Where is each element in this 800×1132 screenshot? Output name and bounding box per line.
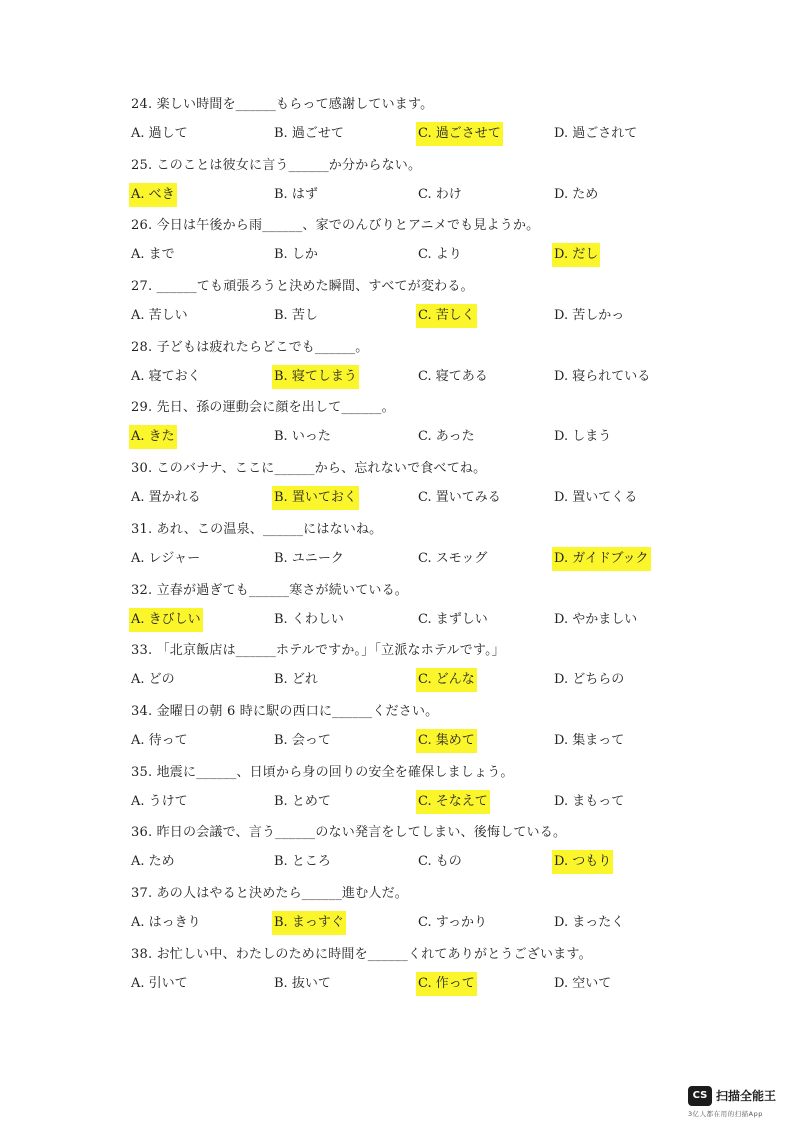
question-stem: 29. 先日、孫の運動会に顔を出して______。 [131, 400, 395, 416]
answer-option: B. 過ごせて [274, 126, 344, 141]
answer-option: A. 待って [131, 732, 188, 748]
answer-option: C. スモッグ [418, 550, 488, 566]
answer-options [131, 972, 751, 998]
answer-option: A. うけて [131, 793, 188, 809]
question-item [131, 578, 751, 639]
question-stem: 24. 楽しい時間を______もらって感謝しています。 [131, 97, 434, 112]
question-item [131, 638, 751, 699]
answer-option: A. まで [131, 247, 175, 263]
answer-options [131, 425, 751, 451]
answer-option: B. 抜いて [274, 975, 331, 991]
answer-option: C. 置いてみる [418, 490, 501, 506]
answer-option: B. しか [274, 247, 318, 263]
answer-option: D. 集まって [554, 732, 625, 748]
answer-option: D. やかましい [554, 611, 638, 627]
question-item [131, 213, 751, 274]
question-stem: 36. 昨日の会議で、言う______のない発言をしてしまい、後悔している。 [131, 825, 567, 841]
question-item [131, 881, 751, 942]
answer-options [131, 365, 751, 391]
question-stem: 28. 子どもは疲れたらどこでも______。 [131, 339, 369, 355]
answer-option-highlighted: B. 寝てしまう [272, 365, 359, 389]
answer-option: A. ため [131, 854, 175, 870]
scanner-watermark [688, 1086, 788, 1122]
answer-option-highlighted: A. きた [129, 425, 177, 449]
answer-option: D. しまう [554, 429, 612, 445]
answer-option: B. いった [274, 429, 331, 445]
watermark-subtitle: 3亿人都在用的扫描App [688, 1110, 763, 1118]
question-item [131, 395, 751, 456]
question-stem: 31. あれ、この温泉、______にはないね。 [131, 521, 383, 537]
answer-option: A. 過して [131, 126, 188, 141]
answer-option: A. 寝ておく [131, 368, 201, 384]
answer-option: D. 空いて [554, 975, 612, 991]
question-stem: 27. ______ても頑張ろうと決めた瞬間、すべてが変わる。 [131, 279, 474, 295]
answer-option: D. 過ごされて [554, 126, 638, 141]
answer-option: D. ため [554, 186, 599, 202]
answer-option: A. レジャー [131, 550, 201, 566]
answer-option: A. どの [131, 672, 175, 688]
answer-option: C. あった [418, 429, 475, 445]
answer-option-highlighted: A. べき [129, 183, 177, 207]
answer-options [131, 183, 751, 209]
answer-options [131, 304, 751, 330]
question-item [131, 820, 751, 881]
question-item [131, 456, 751, 517]
answer-options [131, 486, 751, 512]
answer-options [131, 547, 751, 573]
question-item [131, 153, 751, 214]
answer-option: C. まずしい [418, 611, 488, 627]
answer-options [131, 911, 751, 937]
question-item [131, 274, 751, 335]
answer-options [131, 243, 751, 269]
answer-option: D. まったく [554, 914, 625, 930]
question-stem: 26. 今日は午後から雨______、家でのんびりとアニメでも見ようか。 [131, 218, 540, 234]
answer-options [131, 668, 751, 694]
answer-option: C. すっかり [418, 914, 487, 930]
answer-option: C. もの [418, 854, 462, 870]
question-stem: 30. このバナナ、ここに______から、忘れないで食べてね。 [131, 461, 487, 477]
question-stem: 34. 金曜日の朝 6 時に駅の西口に______ください。 [131, 703, 439, 719]
question-item [131, 699, 751, 760]
answer-option: A. はっきり [131, 914, 201, 930]
answer-options [131, 790, 751, 816]
question-item [131, 517, 751, 578]
answer-option: D. 置いてくる [554, 490, 638, 506]
answer-options [131, 729, 751, 755]
answer-option: D. 苦しかっ [554, 308, 625, 324]
answer-option: B. 会って [274, 732, 331, 748]
answer-option: B. くわしい [274, 611, 344, 627]
question-stem: 33. 「北京飯店は______ホテルですか。」「立派なホテルです。」 [131, 643, 505, 659]
answer-option-highlighted: D. だし [552, 243, 600, 267]
answer-option: A. 置かれる [131, 490, 201, 506]
answer-option-highlighted: C. 作って [416, 972, 477, 996]
question-item [131, 92, 751, 153]
answer-options [131, 122, 751, 148]
answer-option: C. 寝てある [418, 368, 488, 384]
question-stem: 38. お忙しい中、わたしのために時間を______くれてありがとうございます。 [131, 946, 592, 962]
answer-option-highlighted: A. きびしい [129, 608, 203, 632]
answer-option: C. より [418, 247, 462, 263]
question-item [131, 942, 751, 1003]
question-item [131, 760, 751, 821]
answer-option-highlighted: B. 置いておく [272, 486, 359, 510]
question-stem: 35. 地震に______、日頃から身の回りの安全を確保しましょう。 [131, 764, 514, 780]
question-stem: 32. 立春が過ぎても______寒さが続いている。 [131, 582, 409, 598]
answer-option-highlighted: C. 過ごさせて [416, 122, 503, 146]
answer-option: B. 苦し [274, 308, 318, 324]
answer-option-highlighted: C. どんな [416, 668, 477, 692]
answer-option: D. 寝られている [554, 368, 651, 384]
camscanner-logo-icon: CS [688, 1086, 712, 1106]
answer-option: B. ユニーク [274, 550, 344, 566]
answer-option-highlighted: C. 集めて [416, 729, 477, 753]
answer-option: A. 引いて [131, 975, 188, 991]
answer-option-highlighted: C. そなえて [416, 790, 490, 814]
question-list [131, 92, 751, 1002]
answer-options [131, 850, 751, 876]
answer-option: A. 苦しい [131, 308, 188, 324]
answer-options [131, 608, 751, 634]
question-item [131, 335, 751, 396]
answer-option-highlighted: C. 苦しく [416, 304, 477, 328]
answer-option: C. わけ [418, 186, 462, 202]
answer-option-highlighted: D. つもり [552, 850, 613, 874]
answer-option: D. まもって [554, 793, 625, 809]
answer-option-highlighted: B. まっすぐ [272, 911, 346, 935]
answer-option: B. ところ [274, 854, 331, 870]
watermark-title: 扫描全能王 [716, 1089, 777, 1103]
answer-option: B. どれ [274, 672, 318, 688]
question-stem: 37. あの人はやると決めたら______進む人だ。 [131, 885, 409, 901]
answer-option: B. とめて [274, 793, 331, 809]
answer-option-highlighted: D. ガイドブック [552, 547, 651, 571]
answer-option: B. はず [274, 186, 318, 202]
answer-option: D. どちらの [554, 672, 625, 688]
question-stem: 25. このことは彼女に言う______か分からない。 [131, 157, 422, 173]
